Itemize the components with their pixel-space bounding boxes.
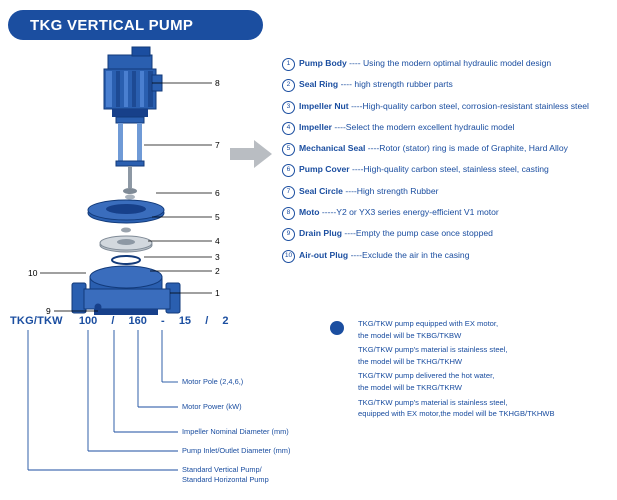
note-standard-horizontal: Standard Horizontal Pump	[182, 475, 269, 484]
legend-part-desc: -----Y2 or YX3 series energy-efficient V1 motor	[321, 207, 499, 218]
page-title-bar	[8, 10, 263, 40]
callout-4: 4	[215, 236, 220, 246]
model-code-breakdown	[10, 310, 310, 490]
legend-part-name: Moto	[299, 207, 320, 218]
pump-illustration	[20, 45, 245, 316]
model-sep-3: /	[205, 315, 209, 327]
list-item	[282, 122, 612, 135]
note-impeller-dia: Impeller Nominal Diameter (mm)	[182, 427, 289, 436]
legend-number: 3	[282, 101, 295, 114]
legend-text	[299, 186, 612, 197]
blue-dot-icon	[330, 321, 344, 335]
model-field-4: 2	[222, 315, 229, 327]
model-field-3: 15	[178, 315, 192, 327]
legend-part-desc: ----Select the modern excellent hydraulic model	[334, 121, 515, 132]
legend-part-desc: ----Exclude the air in the casing	[350, 249, 470, 260]
variant-line: TKG/TKW pump's material is stainless steel,	[358, 397, 508, 407]
variant-line: the model will be TKHG/TKHW	[358, 356, 463, 366]
callout-10: 10	[28, 268, 38, 278]
list-item	[282, 143, 612, 156]
legend-number: 9	[282, 228, 295, 241]
model-field-2: 160	[128, 315, 147, 327]
legend-part-name: Seal Circle	[299, 185, 343, 196]
legend-part-desc: ----High strength Rubber	[345, 185, 439, 196]
legend-number: 8	[282, 207, 295, 220]
legend-text	[299, 228, 612, 239]
legend-number: 4	[282, 122, 295, 135]
variant-line: equipped with EX motor,the model will be TKHGB/TKHWB	[358, 409, 555, 419]
model-notes	[10, 310, 310, 490]
note-standard-vertical: Standard Vertical Pump/	[182, 465, 262, 474]
list-item	[282, 228, 612, 241]
legend-text	[299, 122, 612, 133]
list-item	[282, 79, 612, 92]
legend-text	[299, 101, 612, 112]
callout-9: 9	[46, 306, 51, 316]
model-prefix: TKG/TKW	[10, 315, 63, 327]
legend-text	[299, 207, 612, 218]
legend-part-name: Pump Body	[299, 58, 347, 68]
note-motor-power: Motor Power (kW)	[182, 402, 242, 411]
legend-part-name: Impeller	[299, 121, 332, 132]
note-motor-pole: Motor Pole (2,4,6,)	[182, 377, 244, 386]
legend-part-name: Seal Ring	[299, 79, 339, 90]
legend-number: 7	[282, 186, 295, 199]
legend-part-name: Pump Cover	[299, 164, 350, 175]
callout-6: 6	[215, 188, 220, 198]
legend-part-desc: ----High-quality carbon steel, corrosion-resistant stainless steel	[351, 100, 589, 111]
list-item	[282, 164, 612, 177]
legend-part-desc: ---- Using the modern optimal hydraulic model design	[349, 58, 552, 68]
legend-text	[299, 79, 612, 90]
legend-number: 2	[282, 79, 295, 92]
callout-3: 3	[215, 252, 220, 262]
pump-exploded-view-svg	[20, 45, 245, 316]
legend-text	[299, 143, 612, 154]
callout-8: 8	[215, 78, 220, 88]
variant-line: TKG/TKW pump delivered the hot water,	[358, 371, 495, 381]
variant-line: the model will be TKBG/TKBW	[358, 330, 462, 340]
legend-part-desc: ----Empty the pump case once stopped	[344, 228, 493, 239]
callout-7: 7	[215, 140, 220, 150]
list-item	[282, 58, 612, 71]
variant-line: the model will be TKRG/TKRW	[358, 382, 462, 392]
legend-text	[299, 164, 612, 175]
list-item	[282, 186, 612, 199]
variant-line: TKG/TKW pump's material is stainless steel,	[358, 345, 508, 355]
legend-part-desc: ---- high strength rubber parts	[340, 79, 453, 90]
legend-part-name: Mechanical Seal	[299, 143, 366, 154]
legend-part-name: Air-out Plug	[299, 249, 349, 260]
legend-text	[299, 250, 612, 261]
parts-legend-list	[282, 58, 612, 271]
legend-part-name: Drain Plug	[299, 228, 342, 239]
page-title: TKG VERTICAL PUMP	[30, 16, 194, 34]
variant-line: TKG/TKW pump equipped with EX motor,	[358, 319, 499, 328]
list-item	[282, 101, 612, 114]
callout-2: 2	[215, 266, 220, 276]
model-sep-2: -	[161, 315, 165, 327]
list-item	[282, 250, 612, 263]
model-variants-lines	[358, 318, 613, 420]
legend-number: 5	[282, 143, 295, 156]
model-field-1: 100	[78, 315, 98, 327]
model-sep-1: /	[111, 315, 115, 327]
legend-number: 6	[282, 164, 295, 177]
legend-text	[299, 58, 612, 69]
callout-5: 5	[215, 212, 220, 222]
legend-part-desc: ----High-quality carbon steel, stainless steel, casting	[352, 164, 549, 175]
legend-number: 10	[282, 250, 295, 263]
legend-part-desc: ----Rotor (stator) ring is made of Graphite, Hard Alloy	[367, 143, 568, 154]
callout-1: 1	[215, 288, 220, 298]
list-item	[282, 207, 612, 220]
legend-part-name: Impeller Nut	[299, 100, 349, 111]
legend-number: 1	[282, 58, 295, 71]
note-inlet-dia: Pump Inlet/Outlet Diameter (mm)	[182, 446, 291, 455]
right-arrow-icon	[230, 140, 272, 173]
